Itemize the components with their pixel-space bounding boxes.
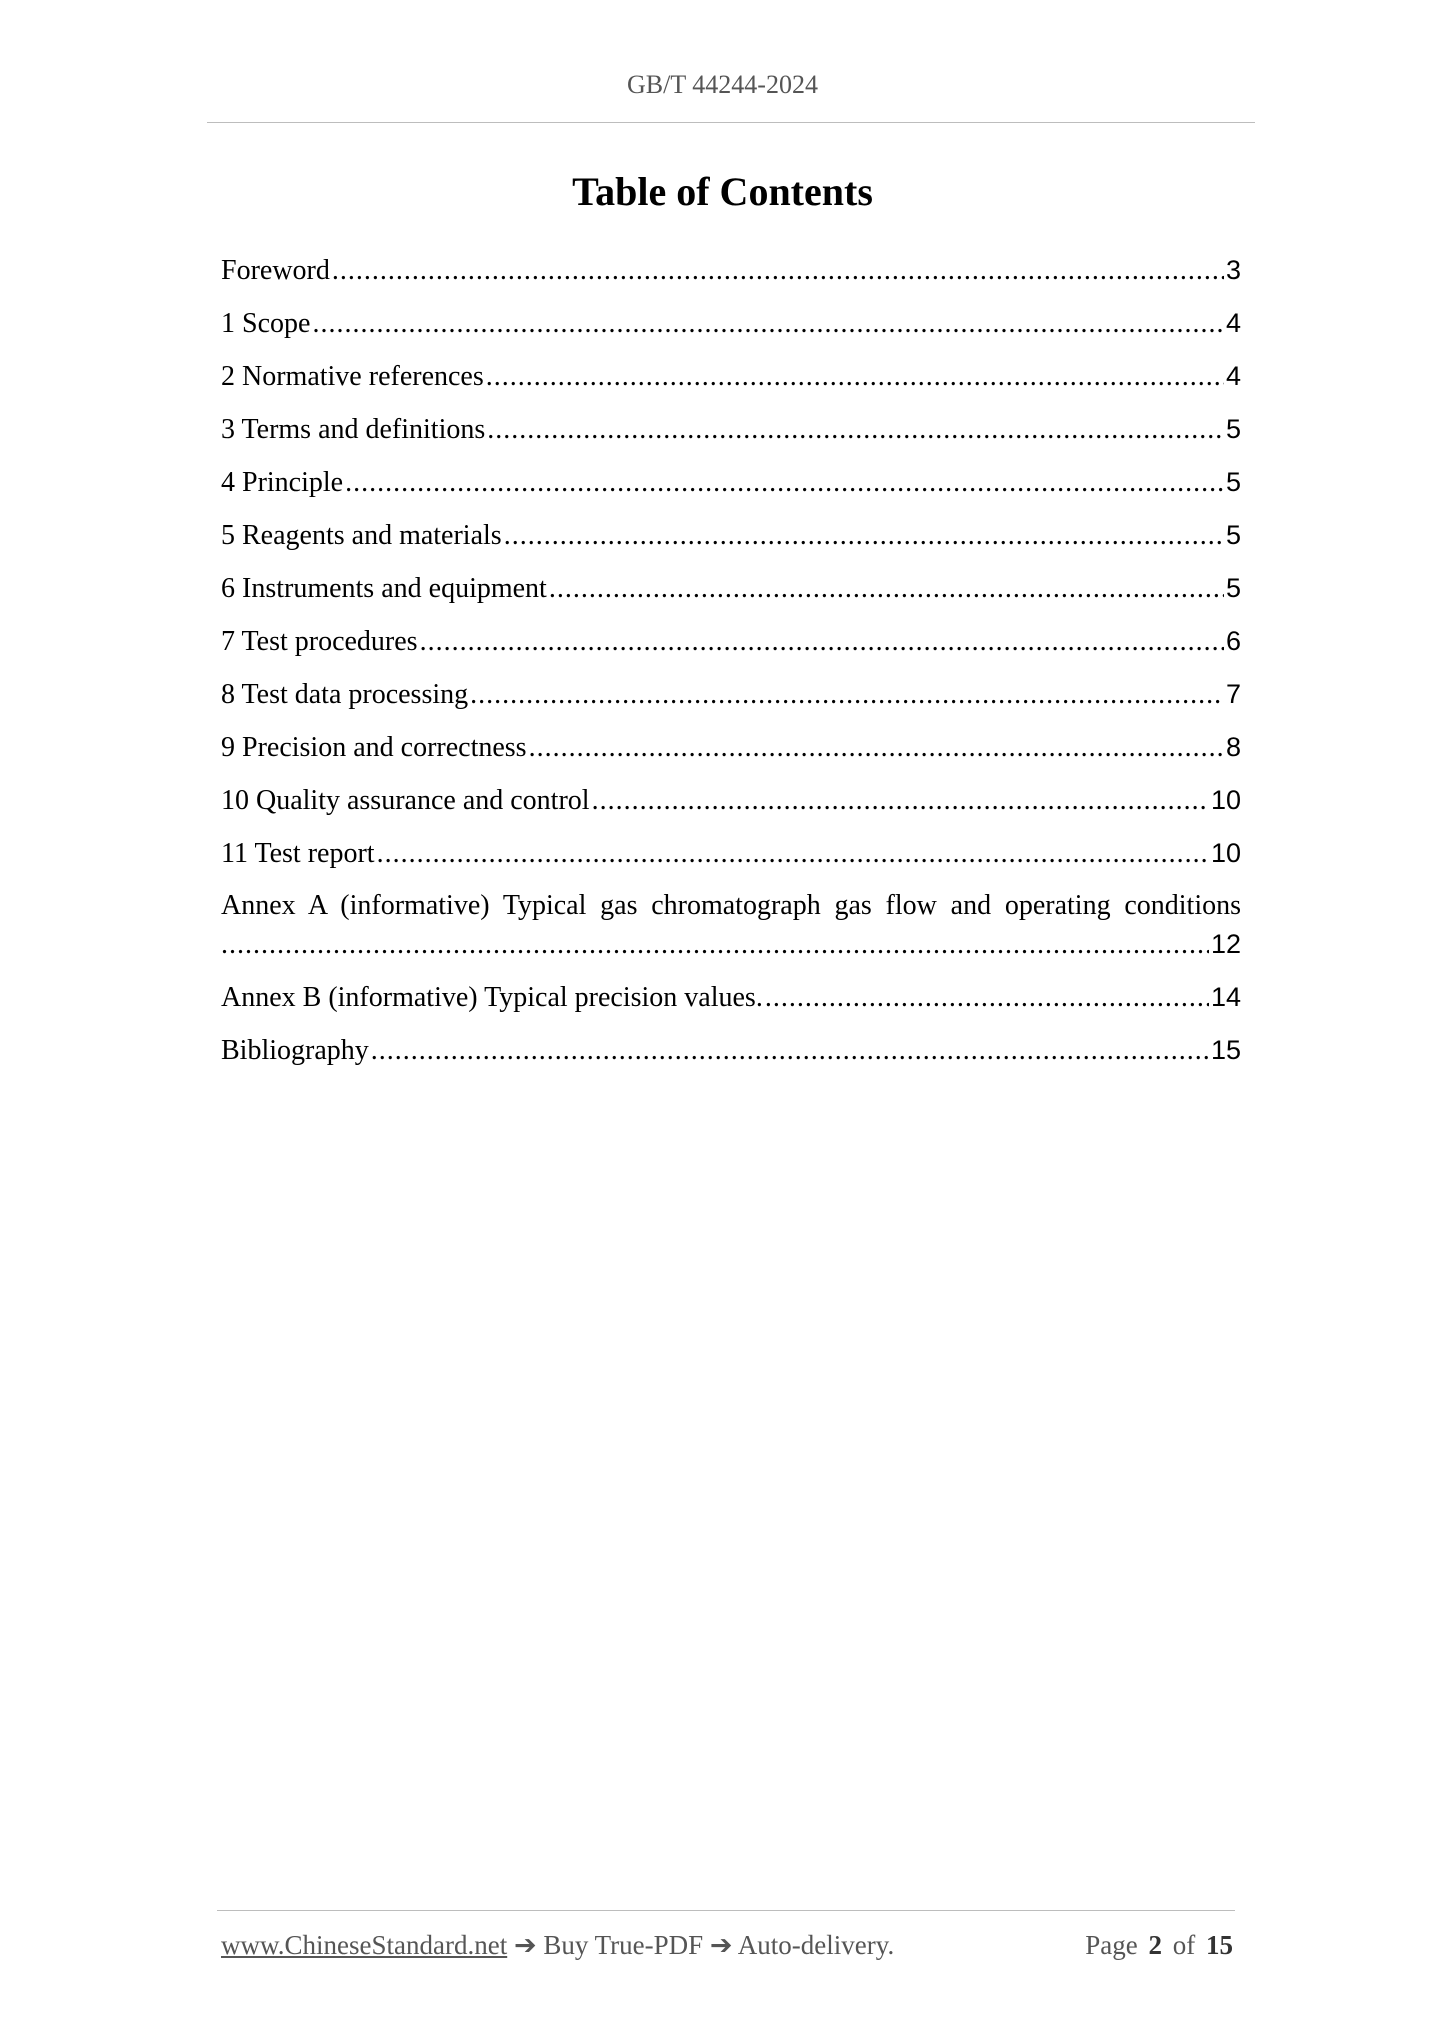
- dot-leader: [221, 926, 1209, 963]
- dot-leader: [549, 562, 1224, 615]
- dot-leader: [504, 509, 1224, 562]
- page-word: Page: [1085, 1930, 1138, 1960]
- of-word: of: [1172, 1930, 1196, 1960]
- toc-entry-page: 7: [1225, 679, 1241, 709]
- toc-entry-page: 4: [1225, 308, 1241, 338]
- buy-text: Buy True-PDF: [536, 1930, 710, 1960]
- toc-entry-principle[interactable]: [221, 456, 1241, 509]
- toc-entry-annex-a[interactable]: [221, 880, 1241, 971]
- toc-entry-page: 5: [1225, 520, 1241, 550]
- page-total: 15: [1206, 1930, 1233, 1960]
- toc-entry-test-data-processing[interactable]: [221, 668, 1241, 721]
- toc-entry-label: Annex A (informative) Typical gas chromatograph gas flow and operating conditions: [221, 890, 1241, 921]
- toc-entry-label: 11 Test report: [221, 838, 375, 869]
- site-link[interactable]: www.ChineseStandard.net: [221, 1930, 508, 1960]
- toc-entry-page: 15: [1210, 1035, 1241, 1065]
- toc-entry-label: 1 Scope: [221, 308, 311, 339]
- header-divider: [207, 122, 1255, 123]
- toc-entry-foreword[interactable]: [221, 244, 1241, 297]
- table-of-contents: [221, 244, 1241, 1077]
- toc-entry-bibliography[interactable]: [221, 1024, 1241, 1077]
- toc-entry-page: 5: [1225, 414, 1241, 444]
- arrow-right-icon: ➔: [709, 1930, 733, 1960]
- toc-entry-label: 4 Principle: [221, 467, 344, 498]
- page-number: [1081, 1930, 1233, 1961]
- toc-entry-normative-references[interactable]: [221, 350, 1241, 403]
- dot-leader: [765, 971, 1209, 1024]
- dot-leader: [529, 721, 1224, 774]
- toc-entry-instruments-equipment[interactable]: [221, 562, 1241, 615]
- toc-entry-page: 12: [1210, 929, 1241, 959]
- toc-entry-page: 4: [1225, 361, 1241, 391]
- toc-entry-label: 8 Test data processing: [221, 679, 469, 710]
- toc-entry-page: 5: [1225, 467, 1241, 497]
- dot-leader: [332, 244, 1224, 297]
- footer-promo: [221, 1930, 894, 1961]
- dot-leader: [470, 668, 1224, 721]
- toc-entry-label: 3 Terms and definitions: [221, 414, 486, 445]
- dot-leader: [345, 456, 1224, 509]
- toc-entry-label: 5 Reagents and materials: [221, 520, 502, 551]
- toc-entry-scope[interactable]: [221, 297, 1241, 350]
- footer-divider: [217, 1910, 1235, 1911]
- dot-leader: [312, 297, 1224, 350]
- toc-entry-page: 10: [1210, 785, 1241, 815]
- dot-leader: [377, 827, 1209, 880]
- toc-entry-label: 2 Normative references: [221, 361, 484, 392]
- arrow-right-icon: ➔: [513, 1930, 537, 1960]
- toc-entry-label: Foreword: [221, 255, 330, 286]
- toc-entry-test-procedures[interactable]: [221, 615, 1241, 668]
- toc-entry-label: Bibliography: [221, 1035, 369, 1066]
- toc-entry-label: Annex B (informative) Typical precision values.: [221, 982, 763, 1013]
- dot-leader: [486, 350, 1224, 403]
- delivery-text: Auto-delivery.: [732, 1930, 895, 1960]
- toc-entry-page: 5: [1225, 573, 1241, 603]
- page-header: GB/T 44244-2024: [627, 70, 818, 99]
- toc-entry-label: 7 Test procedures: [221, 626, 418, 657]
- dot-leader: [420, 615, 1224, 668]
- toc-entry-page: 6: [1225, 626, 1241, 656]
- toc-entry-label: 6 Instruments and equipment: [221, 573, 547, 604]
- dot-leader: [592, 774, 1209, 827]
- toc-entry-label: 9 Precision and correctness: [221, 732, 527, 763]
- toc-entry-page: 10: [1210, 838, 1241, 868]
- dot-leader: [371, 1024, 1209, 1077]
- toc-entry-test-report[interactable]: [221, 827, 1241, 880]
- toc-entry-annex-b[interactable]: [221, 971, 1241, 1024]
- toc-entry-label: 10 Quality assurance and control: [221, 785, 590, 816]
- toc-entry-page: 3: [1225, 255, 1241, 285]
- page-current: 2: [1148, 1930, 1162, 1960]
- toc-entry-quality-assurance[interactable]: [221, 774, 1241, 827]
- toc-entry-page: 8: [1225, 732, 1241, 762]
- toc-entry-precision-correctness[interactable]: [221, 721, 1241, 774]
- page-footer: [221, 1930, 1233, 1961]
- toc-entry-terms-definitions[interactable]: [221, 403, 1241, 456]
- toc-entry-page: 14: [1210, 982, 1241, 1012]
- toc-entry-continuation: [221, 925, 1241, 963]
- toc-entry-reagents-materials[interactable]: [221, 509, 1241, 562]
- dot-leader: [487, 403, 1224, 456]
- page-title: Table of Contents: [572, 169, 873, 214]
